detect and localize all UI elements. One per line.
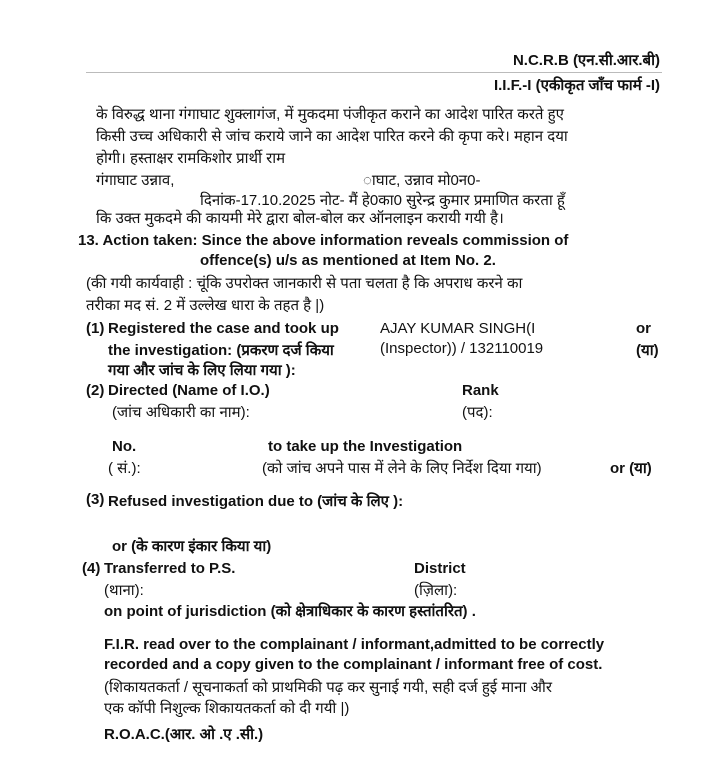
item1-label-line2: the investigation: (प्रकरण दर्ज किया [108, 342, 334, 359]
fir-line3: (शिकायतकर्ता / सूचनाकर्ता को प्राथमिकी पढ़ कर सुनाई गयी, सही दर्ज हुई माना और [104, 679, 553, 696]
body-line-4b: ाघाट, उन्नाव मो0न0- [363, 172, 481, 189]
fir-line2: recorded and a copy given to the complainant / informant free of cost. [104, 656, 603, 673]
body-line-5: दिनांक-17.10.2025 नोट- मैं हे0का0 सुरेन्द्र कुमार प्रमाणित करता हूँ [200, 192, 565, 209]
item1-or-en: or [636, 320, 651, 337]
body-line-2: किसी उच्च अधिकारी से जांच कराये जाने का आदेश पारित करने की कृपा करे। महान दया [96, 128, 568, 145]
ncrb-header: N.C.R.B (एन.सी.आर.बी) [512, 52, 660, 69]
section13-hindi-line2: तरीका मद सं. 2 में उल्लेख धारा के तहत है |) [86, 297, 325, 314]
item4-number: (4) [82, 560, 101, 577]
item2-no-hi: ( सं.): [108, 460, 141, 477]
header-divider [86, 72, 662, 73]
item3-number: (3) [86, 491, 105, 508]
fir-line1: F.I.R. read over to the complainant / informant,admitted to be correctly [104, 636, 605, 653]
item1-number: (1) [86, 320, 105, 337]
body-line-1: के विरुद्ध थाना गंगाघाट शुक्लागंज, में मुकदमा पंजीकृत कराने का आदेश पारित करते हुए [96, 106, 564, 123]
item1-officer-line2: (Inspector)) / 132110019 [380, 340, 544, 357]
item1-or-hi: (या) [636, 342, 659, 359]
item2-or: or (या) [610, 460, 652, 477]
item2-label: Directed (Name of I.O.) [108, 382, 270, 399]
item3-or-line: or (के कारण इंकार किया या) [112, 538, 272, 555]
item2-take-up-hi: (को जांच अपने पास में लेने के लिए निर्देश दिया गया) [262, 460, 542, 477]
item4-district-hi: (ज़िला): [414, 582, 458, 599]
item4-label-hi: (थाना): [104, 582, 144, 599]
fir-line4: एक कॉपी निशुल्क शिकायतकर्ता को दी गयी |) [104, 700, 350, 717]
item2-rank: Rank [462, 382, 499, 399]
item1-officer-line1: AJAY KUMAR SINGH(I [380, 320, 536, 337]
item2-rank-hi: (पद): [462, 404, 493, 421]
body-line-4a: गंगाघाट उन्नाव, [96, 172, 175, 189]
item1-label-line3: गया और जांच के लिए लिया गया ): [108, 362, 296, 379]
body-line-3: होगी। हस्ताक्षर रामकिशोर प्रार्थी राम [96, 150, 286, 167]
roac-label: R.O.A.C.(आर. ओ .ए .सी.) [104, 726, 264, 743]
item2-label-hi: (जांच अधिकारी का नाम): [112, 404, 250, 421]
section13-title-line2: offence(s) u/s as mentioned at Item No. 2. [200, 252, 496, 269]
redaction-2 [96, 190, 198, 208]
section13-hindi-line1: (की गयी कार्यवाही : चूंकि उपरोक्त जानकारी से पता चलता है कि अपराध करने का [86, 275, 523, 292]
item3-label: Refused investigation due to (जांच के लिए ): [108, 493, 404, 510]
body-line-6: कि उक्त मुकदमे की कायमी मेरे द्वारा बोल-बोल कर ऑनलाइन करायी गयी है। [96, 210, 504, 227]
item1-label-line1: Registered the case and took up [108, 320, 339, 337]
item4-label: Transferred to P.S. [104, 560, 236, 577]
item4-jurisdiction: on point of jurisdiction (को क्षेत्राधिकार के कारण हस्तांतरित) . [104, 603, 476, 620]
redaction-1 [345, 146, 560, 166]
item2-no: No. [112, 438, 137, 455]
item2-take-up: to take up the Investigation [268, 438, 463, 455]
iif-form-title: I.I.F.-I (एकीकृत जाँच फार्म -I) [493, 77, 660, 94]
section13-title-line1: 13. Action taken: Since the above information reveals commission of [78, 232, 569, 249]
item2-number: (2) [86, 382, 105, 399]
item4-district: District [414, 560, 466, 577]
